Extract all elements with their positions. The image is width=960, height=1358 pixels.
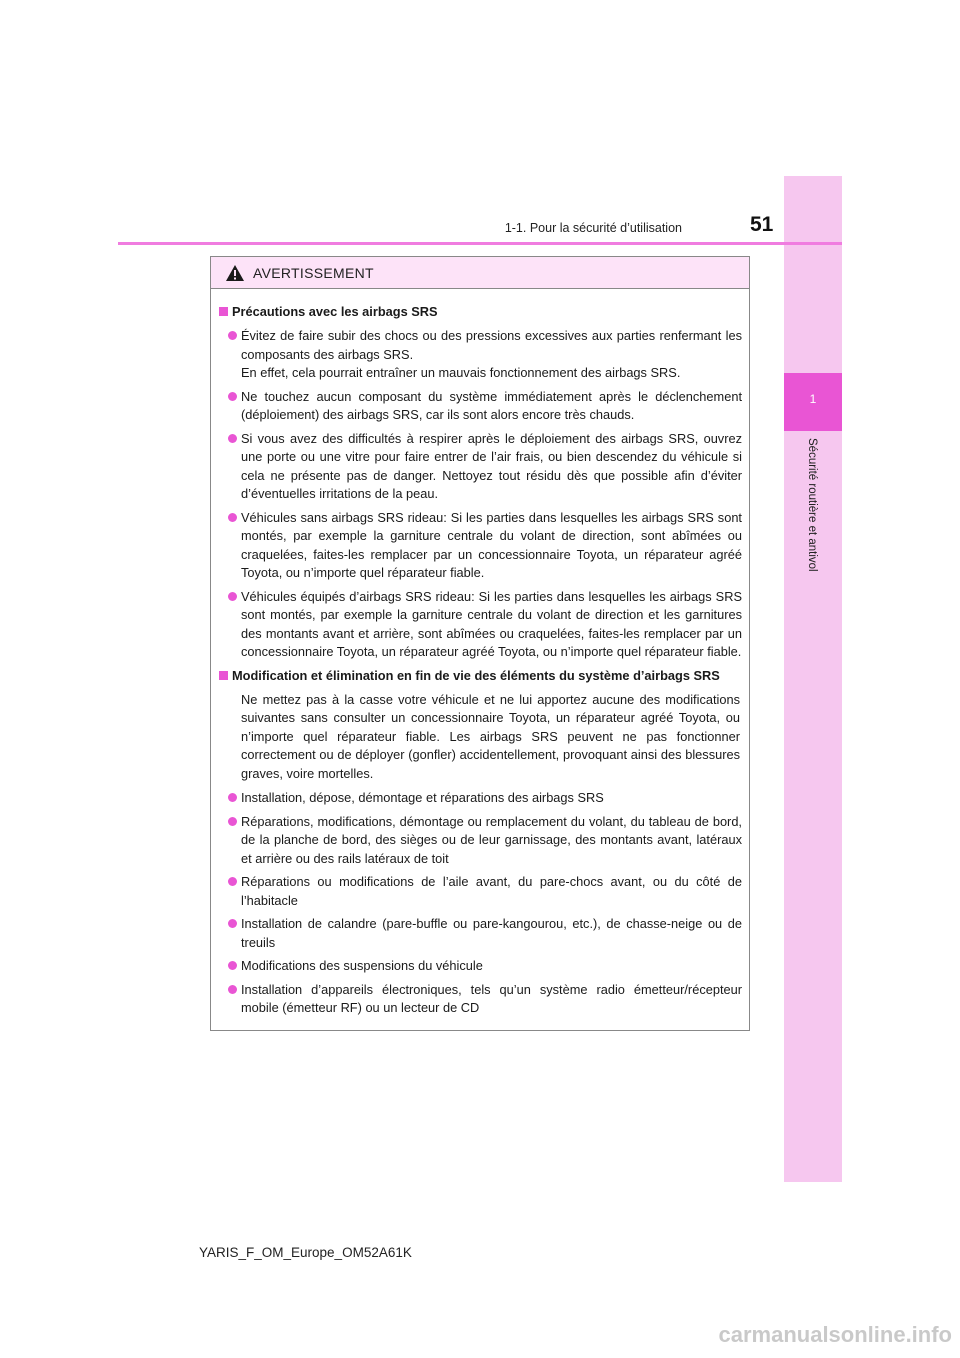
page-number: 51 [750,213,774,236]
list-item: Modifications des suspensions du véhicule [219,957,742,976]
list-item: Installation d’appareils électroniques, tels qu’un système radio émetteur/récepteur mobile (émetteur RF) ou un lecteur de CD [219,981,742,1018]
warning-box [210,256,750,1031]
square-bullet-icon [219,307,228,316]
bullet-icon [228,985,237,994]
list-item: Installation, dépose, démontage et réparations des airbags SRS [219,789,742,808]
watermark: carmanualsonline.info [718,1322,952,1347]
chapter-title: Sécurité routière et antivol [806,438,818,572]
chapter-title-wrap [784,438,842,598]
list-item: Ne touchez aucun composant du système immédiatement après le déclenchement (déploiement) des airbags SRS, car ils sont alors encore très chauds. [219,388,742,425]
square-bullet-icon [219,671,228,680]
list-item: Installation de calandre (pare-buffle ou pare-kangourou, etc.), de chasse-neige ou de treuils [219,915,742,952]
chapter-number: 1 [809,392,817,406]
section-paragraph: Ne mettez pas à la casse votre véhicule et ne lui apportez aucune des modifications suivantes sans consulter un concessionnaire Toyota, un réparateur agréé Toyota, ou n’importe quel réparateur fiable. Les airbags SRS peuvent ne pas fonctionner correctement ou de déployer (gonfler) accidentellement, provoquant ainsi des blessures graves, voire mortelles. [241,691,740,781]
side-tab [784,176,842,1182]
warning-body [211,289,749,1018]
list-item: Évitez de faire subir des chocs ou des pressions excessives aux parties renfermant les composants des airbags SRS. En effet, cela pourrait entraîner un mauvais fonctionnement des airbags SRS. [219,327,742,383]
list-item: Réparations ou modifications de l’aile avant, du pare-chocs avant, ou du côté de l’habitacle [219,873,742,910]
bullet-icon [228,592,237,601]
list-item: Si vous avez des difficultés à respirer après le déploiement des airbags SRS, ouvrez une porte ou une vitre pour faire entrer de l’air frais, ou bien descendez du véhicule si cela ne présente pas de danger. Nettoyez tout résidu dès que possible afin d’éviter d’éventuelles irritations de la peau. [219,430,742,504]
bullet-icon [228,919,237,928]
section-title: 1-1. Pour la sécurité d’utilisation [504,221,682,235]
warning-header [211,257,749,289]
document-id: YARIS_F_OM_Europe_OM52A61K [199,1245,412,1260]
bullet-icon [228,434,237,443]
header-divider [118,242,842,245]
list-item: Véhicules équipés d’airbags SRS rideau: Si les parties dans lesquelles les airbags SRS sont montés, par exemple la garniture centrale du volant de direction et les garnitures des montants avant et arrière, sont abîmées ou craquelées, faites-les remplacer par un concessionnaire Toyota, un réparateur agréé Toyota, ou n’importe quel réparateur fiable. [219,588,742,662]
warning-title: AVERTISSEMENT [253,264,374,281]
bullet-icon [228,961,237,970]
section-heading: Modification et élimination en fin de vie des éléments du système d’airbags SRS [219,667,742,685]
bullet-icon [228,793,237,802]
bullet-icon [228,817,237,826]
section-heading: Précautions avec les airbags SRS [219,303,742,321]
list-item: Véhicules sans airbags SRS rideau: Si les parties dans lesquelles les airbags SRS sont montés, par exemple la garniture centrale du volant de direction, sont abîmées ou craquelées, faites-les remplacer par un concessionnaire Toyota, un réparateur agréé Toyota, ou n’importe quel réparateur fiable. [219,509,742,583]
bullet-icon [228,331,237,340]
list-item: Réparations, modifications, démontage ou remplacement du volant, du tableau de bord, de la planche de bord, des sièges ou de leur garnissage, des montants avant, latéraux et arrière ou des rails latéraux de toit [219,813,742,869]
warning-triangle-icon [225,264,245,282]
bullet-icon [228,392,237,401]
bullet-icon [228,513,237,522]
bullet-icon [228,877,237,886]
